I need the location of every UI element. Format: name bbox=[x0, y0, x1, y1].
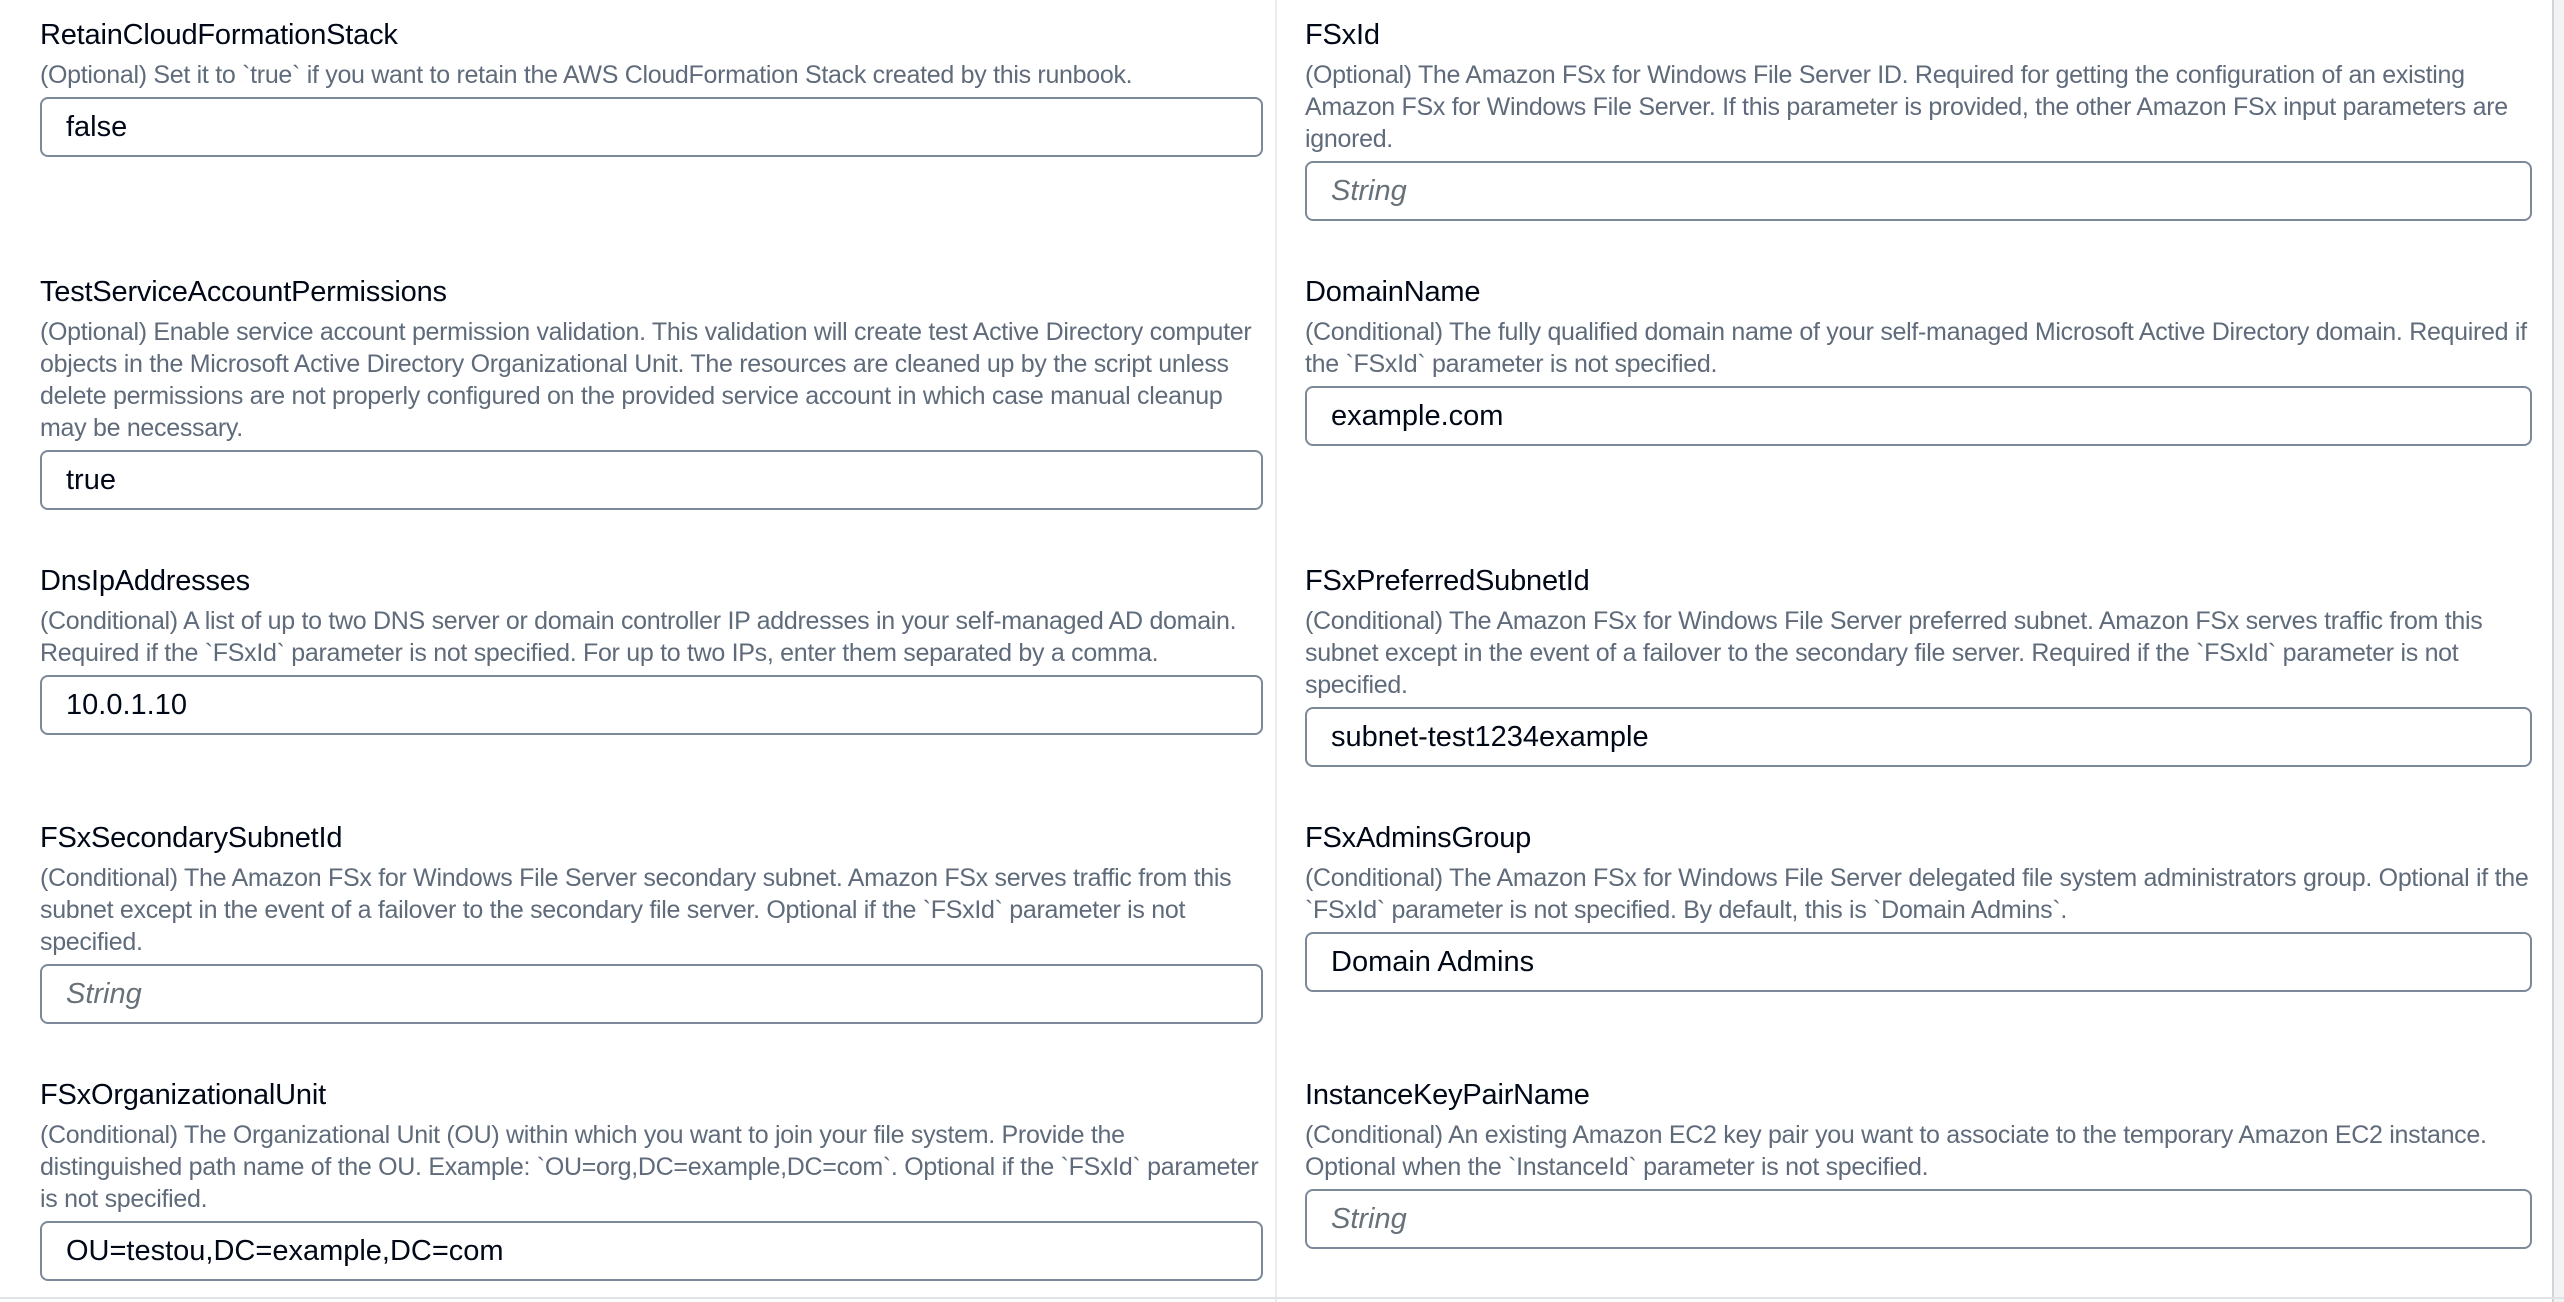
fsx-preferred-subnet-id-description: (Conditional) The Amazon FSx for Windows File Server preferred subnet. Amazon FSx serves traffic from this subnet except in the event of a failover to the secondary file server. Required if the `FSxId` parameter is not specified. bbox=[1305, 607, 2483, 699]
fsx-organizational-unit-description: (Conditional) The Organizational Unit (OU) within which you want to join your file system. Provide the distinguished path name of the OU. Example: `OU=org,DC=example,DC=com`. Optional if the `FSxId` parameter is not specified. bbox=[40, 1121, 1259, 1213]
param-field-dns-ip-addresses bbox=[40, 564, 1263, 735]
dns-ip-addresses-description: (Conditional) A list of up to two DNS server or domain controller IP addresses in your self-managed AD domain. Required if the `FSxId` parameter is not specified. For up to two IPs, enter them separated by a comma. bbox=[40, 607, 1237, 667]
param-field-retain-cloudformation-stack bbox=[40, 18, 1263, 157]
fsx-secondary-subnet-id-input[interactable] bbox=[40, 964, 1263, 1024]
input-parameters-grid bbox=[40, 18, 2532, 1281]
fsx-secondary-subnet-id-label: FSxSecondarySubnetId bbox=[40, 822, 343, 854]
domain-name-description: (Conditional) The fully qualified domain name of your self-managed Microsoft Active Directory domain. Required if the `FSxId` parameter is not specified. bbox=[1305, 318, 2527, 378]
instance-key-pair-name-input[interactable] bbox=[1305, 1189, 2532, 1249]
param-field-instance-key-pair-name bbox=[1305, 1078, 2532, 1249]
domain-name-input[interactable] bbox=[1305, 386, 2532, 446]
param-field-fsx-preferred-subnet-id bbox=[1305, 564, 2532, 767]
param-field-fsx-admins-group bbox=[1305, 821, 2532, 992]
test-service-account-permissions-description: (Optional) Enable service account permission validation. This validation will create test Active Directory computer objects in the Microsoft Active Directory Organizational Unit. The resources are cleaned up by the script unless delete permissions are not properly configured on the provided service account in which case manual cleanup may be necessary. bbox=[40, 318, 1252, 442]
fsx-preferred-subnet-id-input[interactable] bbox=[1305, 707, 2532, 767]
param-field-domain-name bbox=[1305, 275, 2532, 446]
test-service-account-permissions-input[interactable] bbox=[40, 450, 1263, 510]
param-field-test-service-account-permissions bbox=[40, 275, 1263, 510]
dns-ip-addresses-input[interactable] bbox=[40, 675, 1263, 735]
param-field-fsx-id bbox=[1305, 18, 2532, 221]
dns-ip-addresses-label: DnsIpAddresses bbox=[40, 565, 250, 597]
scrollbar-gutter[interactable] bbox=[2554, 0, 2564, 1302]
retain-cloudformation-stack-input[interactable] bbox=[40, 97, 1263, 157]
fsx-organizational-unit-label: FSxOrganizationalUnit bbox=[40, 1079, 326, 1111]
fsx-id-description: (Optional) The Amazon FSx for Windows File Server ID. Required for getting the configuration of an existing Amazon FSx for Windows File Server. If this parameter is provided, the other Amazon FSx input parameters are ignored. bbox=[1305, 61, 2508, 153]
domain-name-label: DomainName bbox=[1305, 276, 1481, 308]
fsx-admins-group-label: FSxAdminsGroup bbox=[1305, 822, 1532, 854]
fsx-secondary-subnet-id-description: (Conditional) The Amazon FSx for Windows File Server secondary subnet. Amazon FSx serves traffic from this subnet except in the event of a failover to the secondary file server. Optional if the `FSxId` parameter is not specified. bbox=[40, 864, 1232, 956]
fsx-admins-group-input[interactable] bbox=[1305, 932, 2532, 992]
param-field-fsx-organizational-unit bbox=[40, 1078, 1263, 1281]
section-bottom-divider bbox=[0, 1297, 2564, 1299]
retain-cloudformation-stack-description: (Optional) Set it to `true` if you want to retain the AWS CloudFormation Stack created by this runbook. bbox=[40, 61, 1133, 89]
fsx-id-input[interactable] bbox=[1305, 161, 2532, 221]
fsx-id-label: FSxId bbox=[1305, 19, 1380, 51]
fsx-preferred-subnet-id-label: FSxPreferredSubnetId bbox=[1305, 565, 1590, 597]
fsx-admins-group-description: (Conditional) The Amazon FSx for Windows File Server delegated file system administrators group. Optional if the `FSxId` parameter is not specified. By default, this is `Domain Admins`. bbox=[1305, 864, 2529, 924]
retain-cloudformation-stack-label: RetainCloudFormationStack bbox=[40, 19, 398, 51]
param-field-fsx-secondary-subnet-id bbox=[40, 821, 1263, 1024]
instance-key-pair-name-label: InstanceKeyPairName bbox=[1305, 1079, 1590, 1111]
fsx-organizational-unit-input[interactable] bbox=[40, 1221, 1263, 1281]
instance-key-pair-name-description: (Conditional) An existing Amazon EC2 key pair you want to associate to the temporary Amazon EC2 instance. Optional when the `InstanceId` parameter is not specified. bbox=[1305, 1121, 2487, 1181]
test-service-account-permissions-label: TestServiceAccountPermissions bbox=[40, 276, 447, 308]
